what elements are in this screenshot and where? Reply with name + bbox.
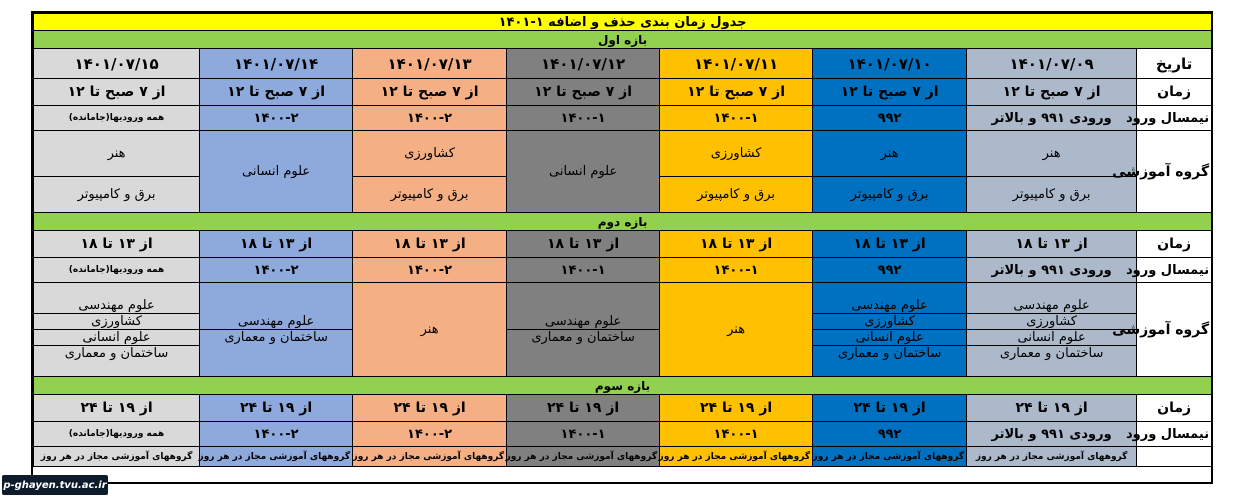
time-cell: از ۷ صبح تا ۱۲ (353, 79, 507, 106)
semester-cell: ورودی ۹۹۱ و بالاتر (967, 106, 1137, 131)
semester-cell: ورودی ۹۹۱ و بالاتر (967, 422, 1137, 447)
time-label: زمان (1137, 395, 1212, 422)
time-cell: از ۱۹ تا ۲۴ (353, 395, 507, 422)
group-cell: برق و کامپیوتر (967, 177, 1137, 213)
group-cell (967, 283, 1137, 377)
p3-group-row (34, 447, 1212, 467)
semester-cell: ۱۴۰۰-۲ (353, 258, 507, 283)
site-watermark: p-ghayen.tvu.ac.ir (2, 475, 108, 495)
group-note-cell: گروههای آموزشی مجاز در هر روز (660, 447, 813, 467)
group-item: کشاورزی (34, 314, 199, 330)
date-cell: ۱۴۰۱/۰۷/۱۴ (200, 49, 353, 79)
time-cell: از ۱۹ تا ۲۴ (507, 395, 660, 422)
group-cell: هنر (813, 131, 967, 177)
time-cell: از ۷ صبح تا ۱۲ (660, 79, 813, 106)
schedule-sheet (31, 11, 1213, 484)
group-cell (200, 283, 353, 377)
group-item: کشاورزی (967, 314, 1136, 330)
group-item: علوم مهندسی (34, 298, 199, 314)
time-cell: از ۱۳ تا ۱۸ (353, 231, 507, 258)
semester-cell: ۹۹۲ (813, 106, 967, 131)
group-item: ساختمان و معماری (224, 330, 328, 345)
group-item: علوم مهندسی (507, 314, 659, 330)
group-item: علوم مهندسی (813, 298, 966, 314)
date-label: تاریخ (1137, 49, 1212, 79)
group-cell (34, 283, 200, 377)
group-item: علوم انسانی (813, 330, 966, 346)
group-cell (813, 283, 967, 377)
group-note-cell: گروههای آموزشی مجاز در هر روز (507, 447, 660, 467)
group-cell: برق و کامپیوتر (813, 177, 967, 213)
group-note-cell: گروههای آموزشی مجاز در هر روز (34, 447, 200, 467)
semester-label: نیمسال ورود (1137, 258, 1212, 283)
period-1-heading: بازه اول (34, 31, 1212, 49)
time-cell: از ۱۳ تا ۱۸ (660, 231, 813, 258)
schedule-title: جدول زمان بندی حذف و اضافه ۱-۱۴۰۱ (34, 14, 1212, 31)
time-cell: از ۱۳ تا ۱۸ (813, 231, 967, 258)
semester-cell: ۱۴۰۰-۱ (507, 258, 660, 283)
group-label: گروه آموزشی (1137, 283, 1212, 377)
group-cell: برق و کامپیوتر (353, 177, 507, 213)
p2-semester-row (34, 258, 1212, 283)
semester-cell: ۱۴۰۰-۲ (200, 258, 353, 283)
schedule-table (33, 13, 1212, 467)
date-cell: ۱۴۰۱/۰۷/۱۳ (353, 49, 507, 79)
group-item: کشاورزی (813, 314, 966, 330)
time-cell: از ۷ صبح تا ۱۲ (507, 79, 660, 106)
time-cell: از ۷ صبح تا ۱۲ (967, 79, 1137, 106)
group-cell: هنر (353, 283, 507, 377)
group-cell: هنر (660, 283, 813, 377)
semester-cell: ۱۴۰۰-۱ (507, 106, 660, 131)
semester-cell: همه ورودیها(جامانده) (34, 422, 200, 447)
group-label-empty (1137, 447, 1212, 467)
period-3-heading: بازه سوم (34, 377, 1212, 395)
group-item: علوم انسانی (34, 330, 199, 346)
group-cell: کشاورزی (660, 131, 813, 177)
group-note-cell: گروههای آموزشی مجاز در هر روز (813, 447, 967, 467)
semester-label: نیمسال ورود (1137, 422, 1212, 447)
p1-date-row (34, 49, 1212, 79)
time-cell: از ۱۳ تا ۱۸ (967, 231, 1137, 258)
group-item: ساختمان و معماری (64, 346, 169, 361)
time-cell: از ۱۹ تا ۲۴ (200, 395, 353, 422)
group-item: علوم انسانی (967, 330, 1136, 346)
semester-cell: ۹۹۲ (813, 258, 967, 283)
group-cell: برق و کامپیوتر (34, 177, 200, 213)
time-cell: از ۱۹ تا ۲۴ (967, 395, 1137, 422)
semester-label: نیمسال ورود (1137, 106, 1212, 131)
group-item: ساختمان و معماری (999, 346, 1104, 361)
date-cell: ۱۴۰۱/۰۷/۱۲ (507, 49, 660, 79)
p1-semester-row (34, 106, 1212, 131)
p3-semester-row (34, 422, 1212, 447)
time-cell: از ۷ صبح تا ۱۲ (34, 79, 200, 106)
time-label: زمان (1137, 231, 1212, 258)
time-cell: از ۱۹ تا ۲۴ (660, 395, 813, 422)
time-cell: از ۱۹ تا ۲۴ (34, 395, 200, 422)
time-cell: از ۱۳ تا ۱۸ (507, 231, 660, 258)
group-note-cell: گروههای آموزشی مجاز در هر روز (967, 447, 1137, 467)
p1-group-row (34, 131, 1212, 177)
date-cell: ۱۴۰۱/۰۷/۱۰ (813, 49, 967, 79)
time-cell: از ۷ صبح تا ۱۲ (200, 79, 353, 106)
group-cell: کشاورزی (353, 131, 507, 177)
group-note-cell: گروههای آموزشی مجاز در هر روز (200, 447, 353, 467)
semester-cell: ۱۴۰۰-۲ (353, 106, 507, 131)
group-label: گروه آموزشی (1137, 131, 1212, 213)
group-cell: هنر (34, 131, 200, 177)
p1-time-row (34, 79, 1212, 106)
period-2-heading: بازه دوم (34, 213, 1212, 231)
group-item: ساختمان و معماری (531, 330, 635, 345)
group-cell: علوم انسانی (507, 131, 660, 213)
time-label: زمان (1137, 79, 1212, 106)
date-cell: ۱۴۰۱/۰۷/۱۵ (34, 49, 200, 79)
group-cell: علوم انسانی (200, 131, 353, 213)
p3-time-row (34, 395, 1212, 422)
group-item: ساختمان و معماری (837, 346, 942, 361)
semester-cell: ۹۹۲ (813, 422, 967, 447)
group-cell: برق و کامپیوتر (660, 177, 813, 213)
group-note-cell: گروههای آموزشی مجاز در هر روز (353, 447, 507, 467)
date-cell: ۱۴۰۱/۰۷/۰۹ (967, 49, 1137, 79)
semester-cell: ۱۴۰۰-۱ (660, 106, 813, 131)
semester-cell: ورودی ۹۹۱ و بالاتر (967, 258, 1137, 283)
semester-cell: ۱۴۰۰-۲ (200, 422, 353, 447)
group-item: علوم مهندسی (967, 298, 1136, 314)
time-cell: از ۷ صبح تا ۱۲ (813, 79, 967, 106)
semester-cell: ۱۴۰۰-۲ (200, 106, 353, 131)
p2-group-row (34, 283, 1212, 377)
group-cell (507, 283, 660, 377)
time-cell: از ۱۹ تا ۲۴ (813, 395, 967, 422)
semester-cell: ۱۴۰۰-۱ (507, 422, 660, 447)
semester-cell: ۱۴۰۰-۱ (660, 258, 813, 283)
group-item: علوم مهندسی (200, 314, 352, 330)
semester-cell: ۱۴۰۰-۱ (660, 422, 813, 447)
semester-cell: ۱۴۰۰-۲ (353, 422, 507, 447)
date-cell: ۱۴۰۱/۰۷/۱۱ (660, 49, 813, 79)
group-cell: هنر (967, 131, 1137, 177)
time-cell: از ۱۳ تا ۱۸ (200, 231, 353, 258)
time-cell: از ۱۳ تا ۱۸ (34, 231, 200, 258)
semester-cell: همه ورودیها(جامانده) (34, 258, 200, 283)
semester-cell: همه ورودیها(جامانده) (34, 106, 200, 131)
p2-time-row (34, 231, 1212, 258)
